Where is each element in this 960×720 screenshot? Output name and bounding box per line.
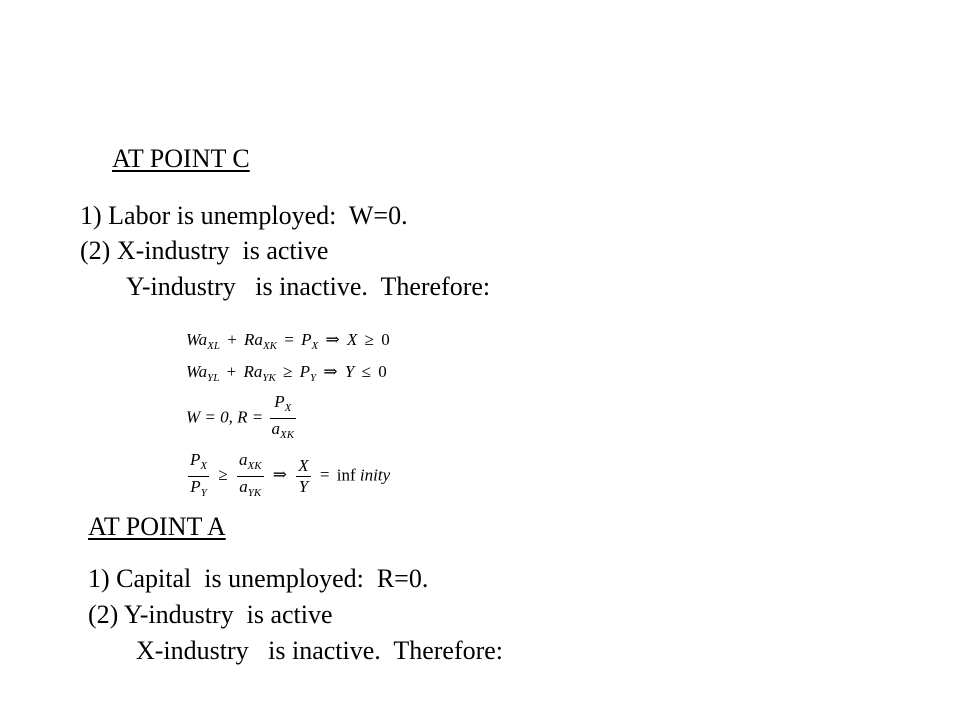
point-c-line-2: (2) X-industry is active	[80, 236, 329, 265]
equation-3: W = 0, R = $\frac{P_X}{a_{XK}}$	[186, 392, 298, 445]
fraction-px-axk: $\frac{P_X}{a_{XK}}$	[271, 392, 295, 441]
fraction-x-y: $\frac{X}{Y}$	[298, 456, 309, 496]
point-a-line-2: (2) Y-industry is active	[88, 600, 333, 629]
heading-point-c: AT POINT C	[112, 144, 250, 173]
fraction-px-py: $\frac{P_X}{P_Y}$	[190, 450, 208, 499]
equation-4: $\frac{P_X}{P_Y}$ ≥ $\frac{a_{XK}}{a_{YK}}$ ⇒ $\frac{X}{Y}$ = inf inity	[186, 450, 390, 503]
point-c-line-1: 1) Labor is unemployed: W=0.	[80, 201, 408, 230]
equation-1: $Wa_{XL} + Ra_{XK} = P_X$ ⇒ X ≥ 0	[186, 330, 390, 352]
fraction-axk-ayk: $\frac{a_{XK}}{a_{YK}}$	[238, 450, 262, 499]
equation-2: $Wa_{YL} + Ra_{YK} \ge P_Y$ ⇒ Y ≤ 0	[186, 362, 387, 384]
point-a-line-3: X-industry is inactive. Therefore:	[136, 636, 504, 665]
point-a-line-1: 1) Capital is unemployed: R=0.	[88, 564, 429, 593]
heading-point-a: AT POINT A	[88, 512, 226, 541]
point-c-line-3: Y-industry is inactive. Therefore:	[126, 272, 491, 301]
